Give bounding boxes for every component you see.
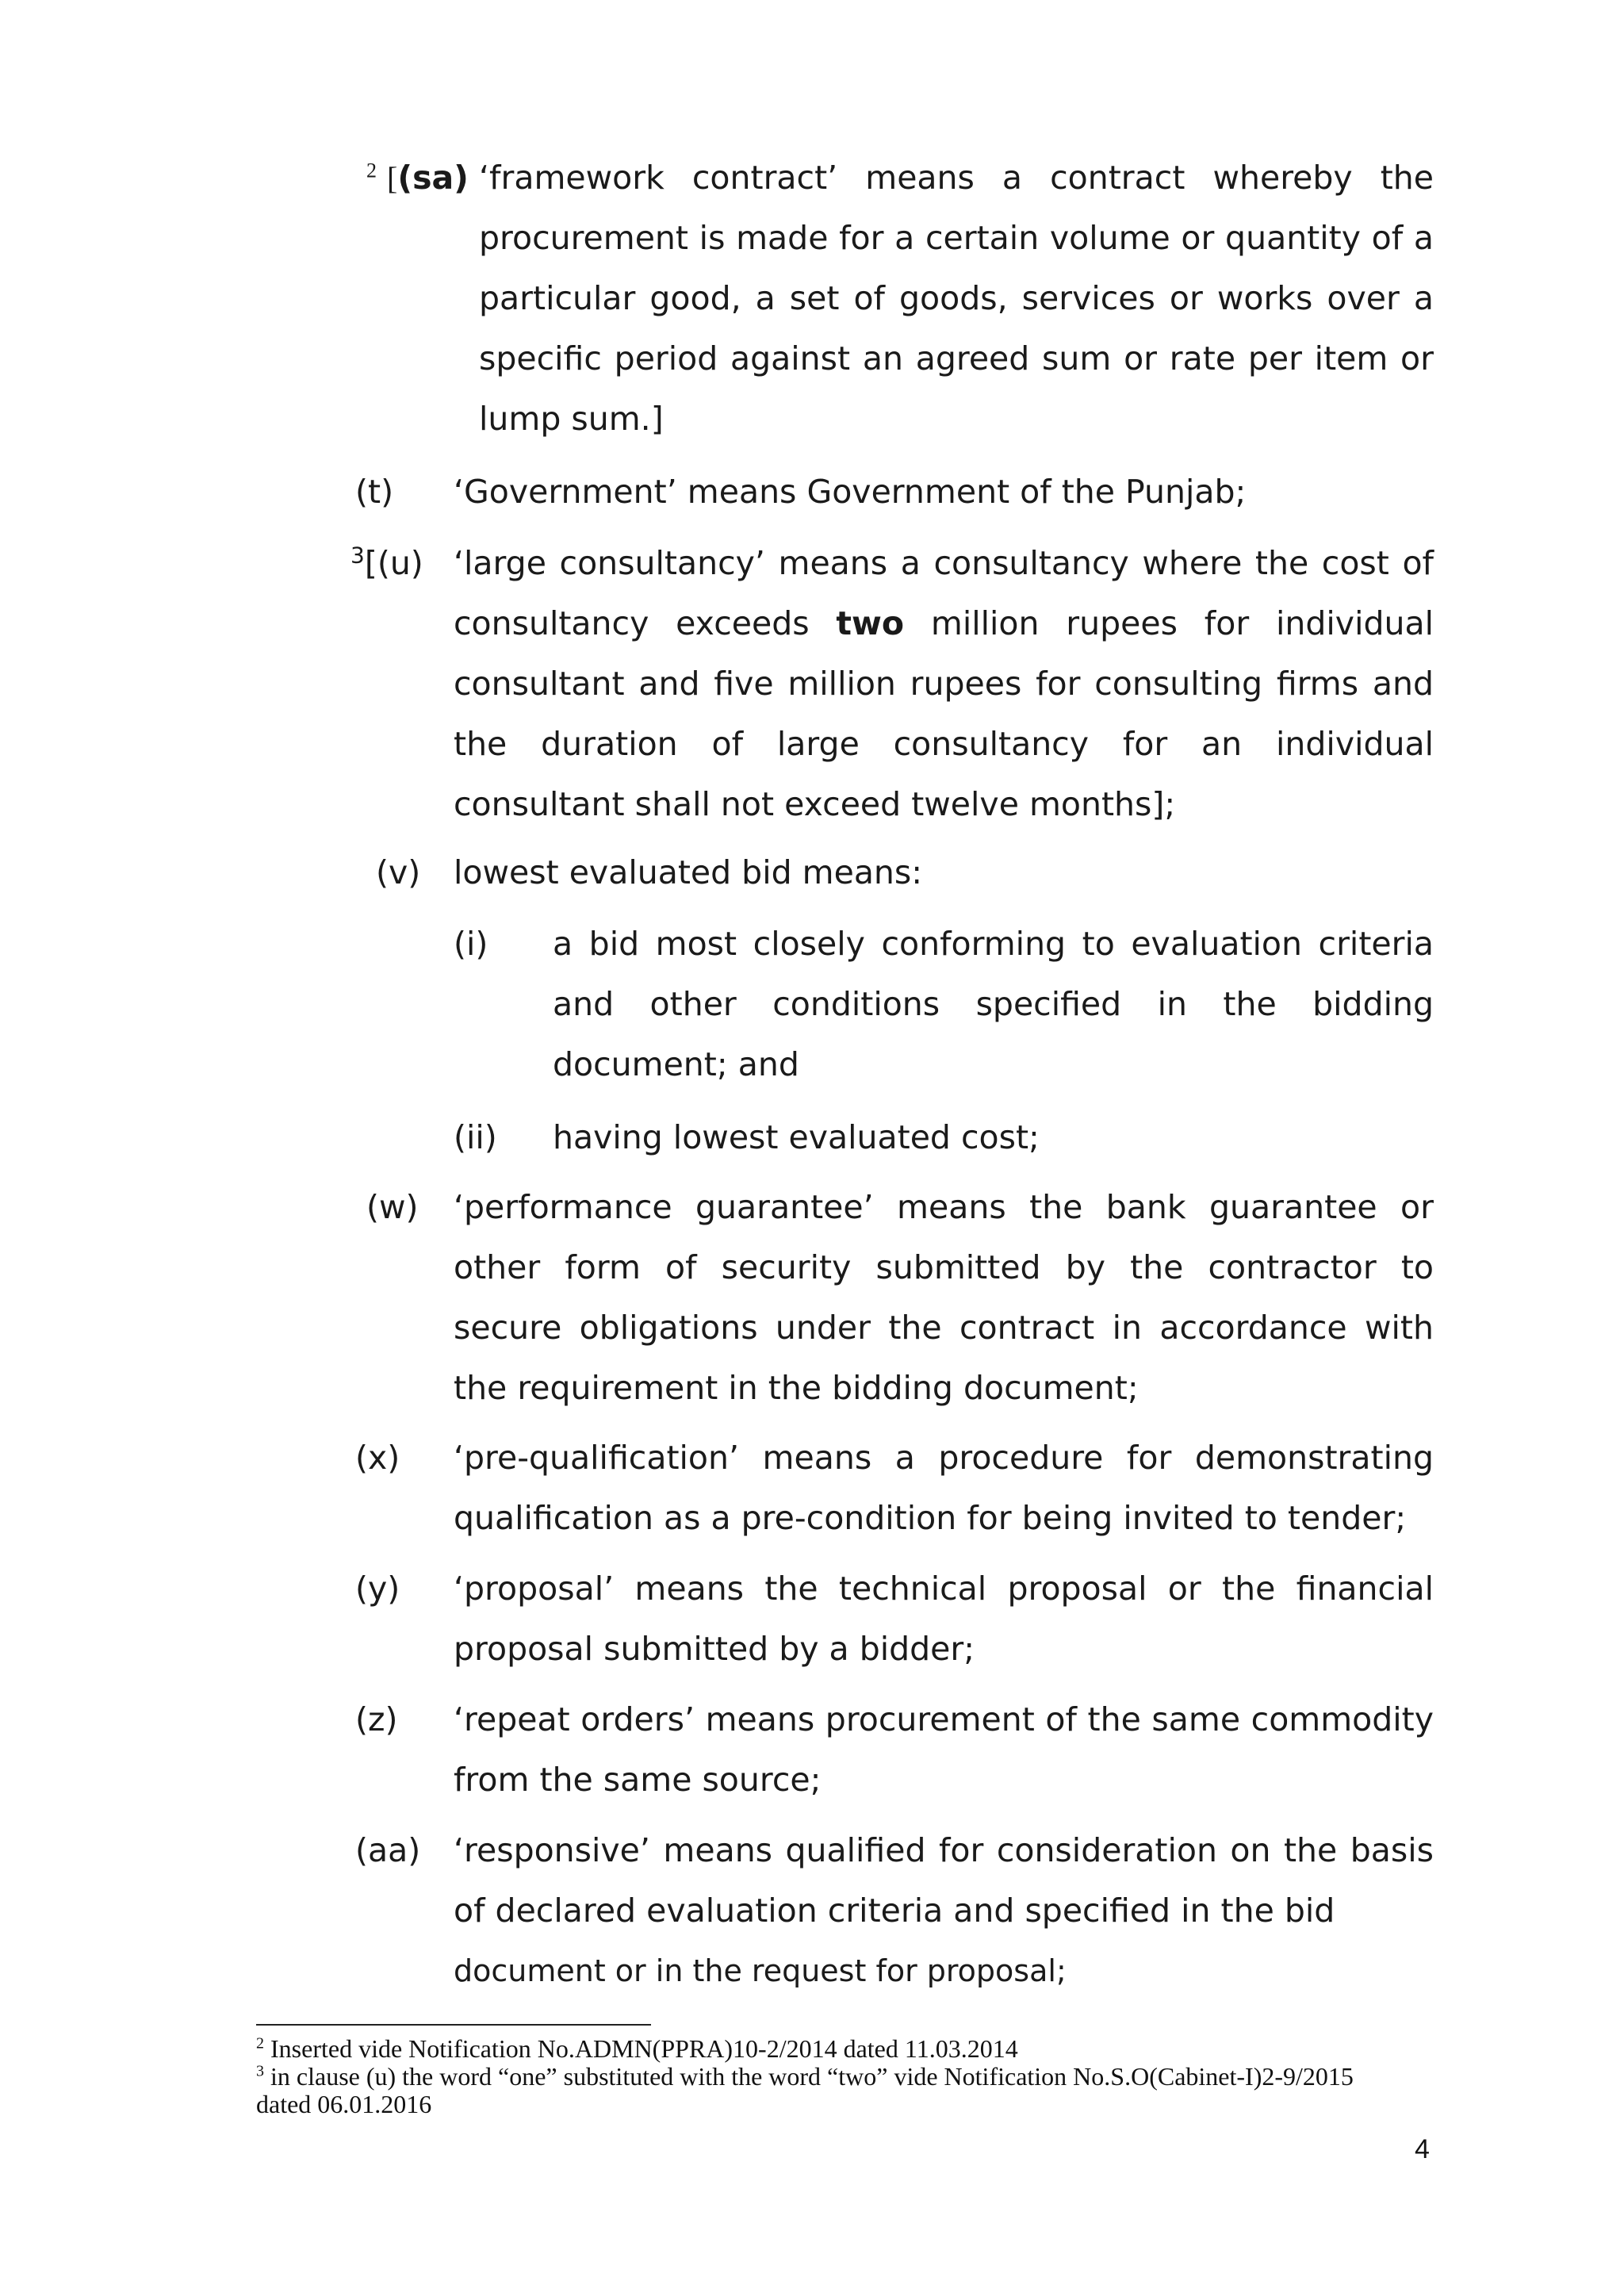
clause-t-text: ‘Government’ means Government of the Punjab; <box>454 473 1247 511</box>
clause-u-text-before: ‘large consultancy’ means a consultancy where the cost of consultancy exceeds <box>454 544 1434 642</box>
clause-v-i-label: (i) <box>454 925 488 963</box>
clause-u-marker: [(u) <box>364 544 423 582</box>
footnote-ref-3: 3 <box>350 542 365 569</box>
footnote-2-number: 2 <box>256 2034 264 2053</box>
clause-z-text: ‘repeat orders’ means procurement of the same commodity from the same source; <box>454 1700 1434 1799</box>
clause-aa-label: (aa) <box>355 1831 421 1869</box>
clause-x-label: (x) <box>355 1439 400 1477</box>
clause-u-bold-word: two <box>836 604 905 642</box>
clause-t-label: (t) <box>355 473 394 511</box>
clause-aa-text-main: ‘responsive’ means qualified for consideration on the basis of declared evaluation criteria and specified in the bid <box>454 1831 1434 1930</box>
clause-y-text: ‘proposal’ means the technical proposal or the financial proposal submitted by a bidder; <box>454 1570 1434 1668</box>
clause-v-i-text: a bid most closely conforming to evaluation criteria and other conditions specified in the bidding document; and <box>553 925 1434 1083</box>
footnote-separator <box>256 2024 651 2026</box>
footnote-3-number: 3 <box>256 2062 264 2080</box>
clause-sa-marker: (sa) <box>397 159 469 197</box>
clause-aa-text <box>454 1820 1434 2001</box>
footnote-2 <box>256 2035 1382 2063</box>
footnote-2-text: Inserted vide Notification No.ADMN(PPRA)10-2/2014 dated 11.03.2014 <box>270 2034 1018 2063</box>
clause-v-label: (v) <box>376 853 421 891</box>
clause-sa-text: ‘framework contract’ means a contract whereby the procurement is made for a certain volume or quantity of a particular good, a set of goods, services or works over a specific period against an agreed sum or rate per item or lump sum.] <box>479 159 1434 438</box>
clause-u-label <box>350 533 423 593</box>
open-bracket: [ <box>387 160 398 196</box>
footnote-3 <box>256 2063 1382 2118</box>
clause-y-label: (y) <box>355 1570 400 1608</box>
clause-v-ii-text: having lowest evaluated cost; <box>553 1118 1040 1156</box>
clause-z-label: (z) <box>355 1700 398 1738</box>
clause-w-text: ‘performance guarantee’ means the bank guarantee or other form of security submitted by the contractor to secure obligations under the contract in accordance with the requirement in the bidding document; <box>454 1188 1434 1407</box>
clause-v-ii-label: (ii) <box>454 1118 497 1156</box>
footnote-ref-2: 2 <box>366 159 377 182</box>
clause-u-text-after: million rupees for individual consultant and five million rupees for consulting firms and the duration of large consultancy for an individual consultant shall not exceed twelve months]; <box>454 604 1434 823</box>
page-number: 4 <box>1415 2134 1430 2164</box>
footnotes <box>256 2035 1382 2118</box>
clause-sa-label <box>366 148 469 209</box>
clause-v-text: lowest evaluated bid means: <box>454 853 923 891</box>
footnote-3-text: in clause (u) the word “one” substituted with the word “two” vide Notification No.S.O(Cabinet-I)2-9/2015 dated 06.01.2016 <box>256 2062 1354 2118</box>
clause-sa-text-first <box>479 148 1434 449</box>
clause-w-label: (w) <box>366 1188 419 1226</box>
clause-aa-text-tail: document or in the request for proposal; <box>454 1953 1067 1988</box>
clause-u-text <box>454 533 1434 834</box>
clause-x-text: ‘pre-qualification’ means a procedure for demonstrating qualification as a pre-condition for being invited to tender; <box>454 1439 1434 1537</box>
